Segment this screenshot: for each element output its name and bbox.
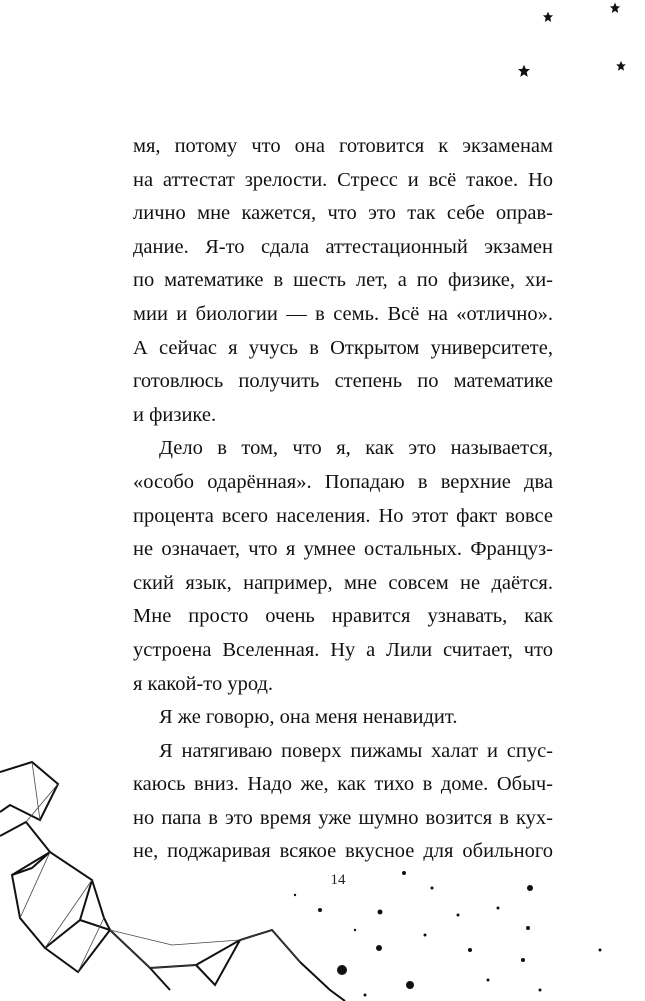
- text-line: дание. Я-то сдала аттестационный экзамен: [133, 235, 553, 258]
- text-line: «особо одарённая». Попадаю в верхние два: [133, 470, 553, 493]
- paragraph: [133, 130, 553, 432]
- text-line: готовлюсь получить степень по математике: [133, 370, 553, 393]
- paragraph: [133, 432, 553, 701]
- text-line: лично мне кажется, что это так себе оправ-: [133, 202, 553, 225]
- text-line: не означает, что я умнее остальных. Француз-: [133, 538, 553, 561]
- text-line: Я натягиваю поверх пижамы халат и спус-: [159, 739, 553, 762]
- text-line: Мне просто очень нравится узнавать, как: [133, 605, 553, 628]
- scattered-dots-icon: [294, 871, 602, 997]
- page-number: 14: [330, 872, 346, 888]
- paragraph: [133, 701, 553, 735]
- text-line: и физике.: [133, 403, 217, 426]
- paragraph: [133, 735, 553, 869]
- text-line: по математике в шесть лет, а по физике, хи-: [133, 269, 553, 292]
- text-line: но папа в это время уже шумно возится в кух-: [133, 806, 553, 829]
- text-line: на аттестат зрелости. Стресс и всё такое. Но: [133, 168, 553, 191]
- text-line: Дело в том, что я, как это называется,: [159, 437, 553, 460]
- text-line: не, поджаривая всякое вкусное для обильного: [133, 840, 553, 863]
- text-line: устроена Вселенная. Ну а Лили считает, что: [133, 638, 553, 661]
- text-line: А сейчас я учусь в Открытом университете,: [133, 336, 553, 359]
- page-body: [133, 130, 553, 869]
- text-line: я какой-то урод.: [133, 672, 274, 695]
- text-line: мя, потому что она готовится к экзаменам: [133, 135, 553, 157]
- text-line: процента всего населения. Но этот факт вовсе: [133, 504, 553, 527]
- text-line: мии и биологии — в семь. Всё на «отлично».: [133, 302, 553, 325]
- text-line: каюсь вниз. Надо же, как тихо в доме. Обыч-: [133, 773, 553, 796]
- text-line: Я же говорю, она меня ненавидит.: [159, 706, 458, 729]
- text-line: ский язык, например, мне совсем не даётся.: [133, 571, 553, 594]
- star-cluster-icon: [518, 3, 626, 77]
